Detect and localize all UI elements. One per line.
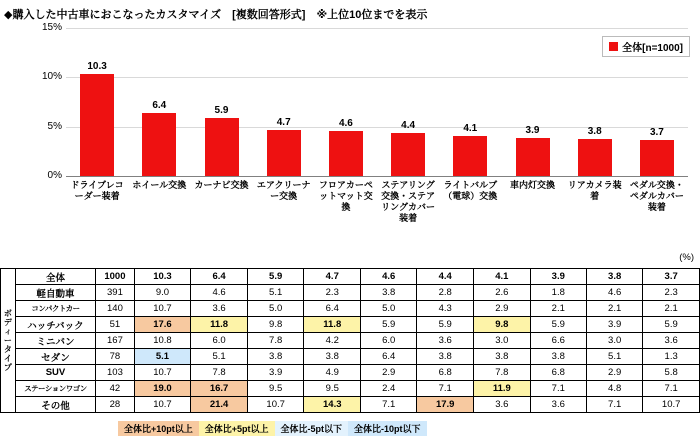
table-cell-value: 2.4 (361, 381, 417, 397)
bar (142, 113, 176, 176)
bar-value-label: 3.7 (649, 126, 664, 138)
bar (640, 140, 674, 177)
table-cell-value: 3.6 (191, 301, 248, 317)
table-cell-value: 2.9 (361, 365, 417, 381)
x-axis-category-label: ドライブレコーダー装着 (70, 180, 124, 201)
bar-value-label: 6.4 (152, 99, 167, 111)
bar-group (315, 28, 377, 176)
table-cell-value: 4.6 (586, 285, 642, 301)
table-cell-value: 2.9 (586, 365, 642, 381)
table-row-label: ハッチバック (15, 317, 95, 333)
table-cell-value: 3.6 (530, 397, 586, 413)
bar-group (66, 28, 128, 176)
table-row (1, 285, 700, 301)
x-axis-category-label: ホイール交換 (132, 180, 187, 190)
table-cell-value: 3.8 (474, 349, 531, 365)
table-row (1, 365, 700, 381)
table-cell-value: 2.1 (530, 301, 586, 317)
table-cell-value: 7.8 (247, 333, 304, 349)
table-cell-value: 5.9 (417, 317, 474, 333)
page-title: ◆購入した中古車におこなったカスタマイズ [複数回答形式] ※上位10位までを表示 (4, 9, 428, 21)
table-cell-value: 5.1 (247, 285, 304, 301)
table-cell-value: 7.1 (530, 381, 586, 397)
table-cell-value: 2.3 (304, 285, 361, 301)
bar-value-label: 4.6 (338, 117, 353, 129)
table-cell-value: 7.8 (474, 365, 531, 381)
bar-value-label: 3.8 (587, 125, 602, 137)
table-cell-n: 140 (96, 301, 134, 317)
table-cell-value: 3.8 (586, 269, 642, 285)
row-group-label: ボ デ ィ ー タ イ プ (1, 269, 16, 413)
table-row-label: SUV (15, 365, 95, 381)
bar (578, 139, 612, 176)
bar-chart (0, 24, 700, 274)
table-cell-value: 4.1 (474, 269, 531, 285)
y-axis-tick-label: 15% (41, 22, 62, 33)
bar (453, 136, 487, 176)
table-cell-value: 6.0 (191, 333, 248, 349)
table-cell-value: 4.2 (304, 333, 361, 349)
bar (391, 133, 425, 176)
bar (80, 74, 114, 176)
y-axis-tick-label: 5% (47, 120, 62, 132)
table-cell-value: 7.1 (417, 381, 474, 397)
table-cell-n: 167 (96, 333, 134, 349)
table-row (1, 397, 700, 413)
table-cell-value: 9.5 (247, 381, 304, 397)
table-cell-value: 7.8 (191, 365, 248, 381)
bar-value-label: 10.3 (87, 61, 107, 73)
table-cell-value: 5.0 (247, 301, 304, 317)
table-cell-value: 3.0 (474, 333, 531, 349)
bar-group (191, 28, 253, 176)
y-axis-tick-label: 10% (41, 71, 62, 83)
legend-key-item: 全体比-10pt以下 (348, 421, 427, 436)
table-cell-value: 7.1 (643, 381, 700, 397)
table-cell-value: 21.4 (191, 397, 248, 413)
table-cell-value: 6.4 (191, 269, 248, 285)
table-cell-value: 4.8 (586, 381, 642, 397)
table-cell-value: 6.8 (417, 365, 474, 381)
bar-value-label: 4.7 (276, 116, 291, 128)
x-axis-category-label: ライトバルブ（電球）交換 (443, 180, 498, 201)
legend-key-item: 全体比+10pt以上 (118, 421, 199, 436)
table-cell-n: 103 (96, 365, 134, 381)
table-row-label: 全体 (15, 269, 95, 285)
table-cell-value: 3.8 (361, 285, 417, 301)
table-cell-value: 10.8 (134, 333, 191, 349)
table-row (1, 333, 700, 349)
table-cell-value: 10.7 (134, 365, 191, 381)
table-cell-value: 3.9 (530, 269, 586, 285)
table-cell-value: 4.4 (417, 269, 474, 285)
table-cell-n: 78 (96, 349, 134, 365)
table-cell-value: 1.3 (643, 349, 700, 365)
table-cell-value: 5.9 (361, 317, 417, 333)
chart-bars (66, 28, 688, 176)
x-axis-category-label: ペダル交換・ペダルカバー装着 (629, 180, 684, 212)
x-axis-category-label: リアカメラ装着 (567, 180, 622, 201)
bar-group (626, 28, 688, 176)
table-cell-value: 2.1 (586, 301, 642, 317)
table-cell-value: 5.1 (134, 349, 191, 365)
table-cell-value: 5.1 (586, 349, 642, 365)
x-axis-category-label: カーナビ交換 (194, 180, 249, 190)
chart-x-labels (66, 180, 688, 270)
table-cell-value: 7.1 (361, 397, 417, 413)
table-row (1, 301, 700, 317)
bar-value-label: 4.1 (463, 122, 478, 134)
table-cell-value: 10.7 (247, 397, 304, 413)
table-cell-value: 3.8 (247, 349, 304, 365)
table-row-label: 軽自動車 (15, 285, 95, 301)
table-cell-value: 10.7 (134, 301, 191, 317)
table-cell-value: 16.7 (191, 381, 248, 397)
table-cell-value: 4.7 (304, 269, 361, 285)
table-cell-value: 3.6 (643, 333, 700, 349)
table-cell-value: 11.8 (304, 317, 361, 333)
bar-group (128, 28, 190, 176)
bar-group (564, 28, 626, 176)
bar-group (377, 28, 439, 176)
table-cell-n: 28 (96, 397, 134, 413)
table-cell-value: 5.9 (643, 317, 700, 333)
x-axis-category-label: ステアリング交換・ステアリングカバー装着 (381, 180, 435, 223)
table-cell-value: 3.9 (586, 317, 642, 333)
table-cell-value: 4.6 (191, 285, 248, 301)
data-table (0, 268, 700, 413)
table-cell-value: 10.7 (643, 397, 700, 413)
table-cell-value: 5.9 (530, 317, 586, 333)
table-cell-value: 5.0 (361, 301, 417, 317)
table-cell-value: 2.9 (474, 301, 531, 317)
table-cell-value: 19.0 (134, 381, 191, 397)
bar-value-label: 3.9 (525, 124, 540, 136)
table-cell-n: 51 (96, 317, 134, 333)
table-cell-value: 5.1 (191, 349, 248, 365)
table-cell-value: 1.8 (530, 285, 586, 301)
bar-group (502, 28, 564, 176)
table-cell-value: 10.7 (134, 397, 191, 413)
legend-key-item: 全体比-5pt以下 (275, 421, 349, 436)
table-cell-value: 6.6 (530, 333, 586, 349)
table-row-label: ステーションワゴン (15, 381, 95, 397)
axis-baseline (66, 176, 688, 177)
table-row-label: セダン (15, 349, 95, 365)
table-cell-value: 3.6 (474, 397, 531, 413)
bar (205, 118, 239, 176)
x-axis-category-label: 車内灯交換 (509, 180, 555, 190)
bar (516, 138, 550, 176)
x-axis-category-label: エアクリーナー交換 (256, 180, 311, 201)
table-cell-value: 3.7 (643, 269, 700, 285)
table-cell-value: 17.9 (417, 397, 474, 413)
table-cell-value: 3.6 (417, 333, 474, 349)
table-row (1, 349, 700, 365)
table-row (1, 381, 700, 397)
table-cell-value: 7.1 (586, 397, 642, 413)
bar-value-label: 4.4 (401, 119, 416, 131)
table-row-label: その他 (15, 397, 95, 413)
table-cell-value: 2.3 (643, 285, 700, 301)
table-row (1, 269, 700, 285)
bar (329, 131, 363, 176)
table-cell-n: 391 (96, 285, 134, 301)
legend-key-item: 全体比+5pt以上 (199, 421, 275, 436)
table-cell-value: 2.6 (474, 285, 531, 301)
table-cell-n: 1000 (96, 269, 134, 285)
table-cell-value: 2.1 (643, 301, 700, 317)
table-row-label: ミニバン (15, 333, 95, 349)
table-cell-value: 6.0 (361, 333, 417, 349)
table-cell-value: 3.0 (586, 333, 642, 349)
table-cell-value: 2.8 (417, 285, 474, 301)
table-cell-value: 10.3 (134, 269, 191, 285)
table-row-label: コンパクトカー (15, 301, 95, 317)
table-cell-value: 5.9 (247, 269, 304, 285)
table-cell-value: 9.8 (247, 317, 304, 333)
table-cell-value: 5.8 (643, 365, 700, 381)
table-cell-value: 3.8 (417, 349, 474, 365)
bar-value-label: 5.9 (214, 104, 229, 116)
table-cell-value: 4.9 (304, 365, 361, 381)
table-cell-value: 14.3 (304, 397, 361, 413)
table-cell-value: 9.8 (474, 317, 531, 333)
bar (267, 130, 301, 176)
bar-group (253, 28, 315, 176)
legend-key (118, 421, 427, 436)
table-cell-value: 6.4 (304, 301, 361, 317)
table-cell-value: 11.9 (474, 381, 531, 397)
table-cell-value: 3.9 (247, 365, 304, 381)
table-cell-value: 17.6 (134, 317, 191, 333)
table-cell-n: 42 (96, 381, 134, 397)
table-cell-value: 4.6 (361, 269, 417, 285)
table-cell-value: 4.3 (417, 301, 474, 317)
table-cell-value: 9.0 (134, 285, 191, 301)
table-cell-value: 6.8 (530, 365, 586, 381)
x-axis-category-label: フロアカーペットマット交換 (318, 180, 373, 212)
y-axis-tick-label: 0% (47, 170, 62, 181)
table-cell-value: 3.8 (530, 349, 586, 365)
table-cell-value: 9.5 (304, 381, 361, 397)
table-cell-value: 11.8 (191, 317, 248, 333)
table-row (1, 317, 700, 333)
table-cell-value: 3.8 (304, 349, 361, 365)
bar-group (439, 28, 501, 176)
table-cell-value: 6.4 (361, 349, 417, 365)
legend-label: 全体[n=1000] (622, 43, 683, 54)
percent-unit-label: (%) (679, 252, 694, 263)
